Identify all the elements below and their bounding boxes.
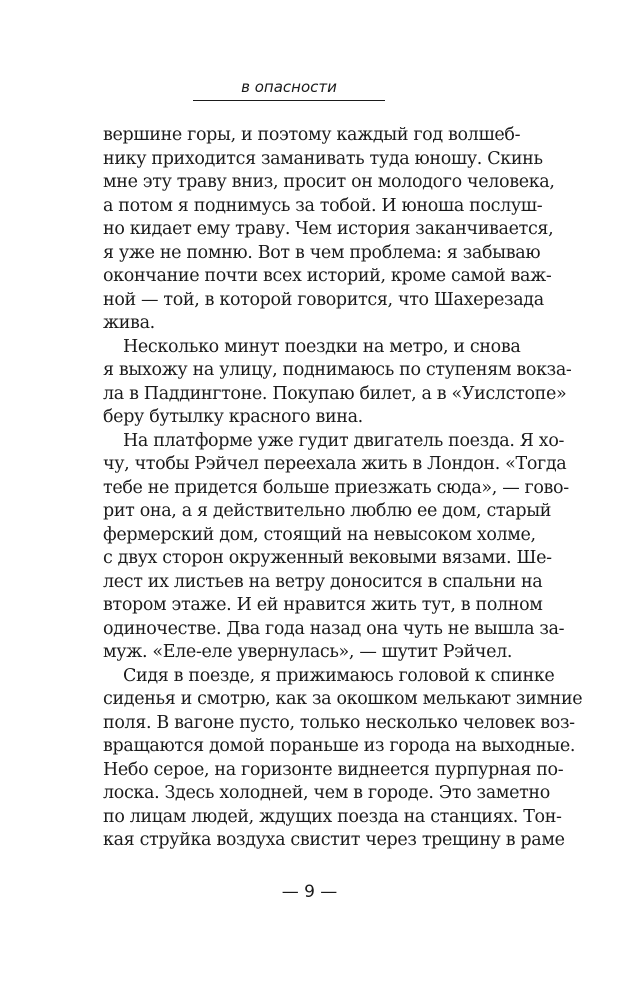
text-line: сиденья и смотрю, как за окошком мелькают зимние (103, 689, 583, 709)
text-line: Несколько минут поездки на метро, и снова (123, 336, 521, 357)
text-line: с двух сторон окруженный вековыми вязами. Ше- (103, 548, 552, 568)
text-line: мне эту траву вниз, просит он молодого человека, (103, 172, 555, 192)
running-head: в опасности (241, 78, 337, 96)
text-line: вершине горы, и поэтому каждый год волшеб- (103, 125, 521, 145)
text-line: лест их листьев на ветру доносится в спальни на (103, 571, 543, 592)
text-line: поля. В вагоне пусто, только несколько человек воз- (103, 712, 575, 733)
text-line: втором этаже. И ей нравится жить тут, в полном (103, 595, 543, 615)
text-line: ной — той, в которой говорится, что Шахерезада (103, 289, 544, 310)
text-line: рит она, а я действительно люблю ее дом, старый (103, 501, 552, 521)
running-head-rule (193, 100, 385, 101)
text-line: На платформе уже гудит двигатель поезда. Я хо- (123, 430, 565, 451)
text-line: но кидает ему траву. Чем история заканчивается, (103, 219, 554, 239)
body-text (103, 124, 583, 853)
text-line: а потом я поднимусь за тобой. И юноша послуш- (103, 195, 543, 216)
text-line: окончание почти всех историй, кроме самой важ- (103, 266, 552, 286)
text-line: кая струйка воздуха свистит через трещину в раме (103, 830, 565, 850)
text-line: муж. «Еле-еле увернулась», — шутит Рэйчел. (103, 642, 513, 662)
text-line: Сидя в поезде, я прижимаюсь головой к спинке (123, 665, 555, 686)
text-line: вращаются домой пораньше из города на выходные. (103, 736, 576, 756)
text-line: фермерский дом, стоящий на невысоком холме, (103, 524, 536, 545)
text-line: беру бутылку красного вина. (103, 407, 363, 427)
text-line: тебе не придется больше приезжать сюда», — гово- (103, 477, 569, 498)
page-number: — 9 — (281, 882, 338, 902)
text-line: по лицам людей, ждущих поезда на станциях. Тон- (103, 806, 562, 827)
text-line: ла в Паддингтоне. Покупаю билет, а в «Уислстопе» (103, 383, 567, 404)
text-line: я выхожу на улицу, поднимаюсь по ступеням вокза- (103, 360, 572, 380)
text-line: я уже не помню. Вот в чем проблема: я забываю (103, 242, 541, 263)
text-line: жива. (103, 313, 155, 333)
text-line: Небо серое, на горизонте виднеется пурпурная по- (103, 759, 564, 780)
text-line: лоска. Здесь холодней, чем в городе. Это заметно (103, 783, 550, 803)
text-line: чу, чтобы Рэйчел переехала жить в Лондон. «Тогда (103, 454, 567, 474)
text-line: одиночестве. Два года назад она чуть не вышла за- (103, 618, 565, 639)
text-line: нику приходится заманивать туда юношу. Скинь (103, 148, 543, 169)
